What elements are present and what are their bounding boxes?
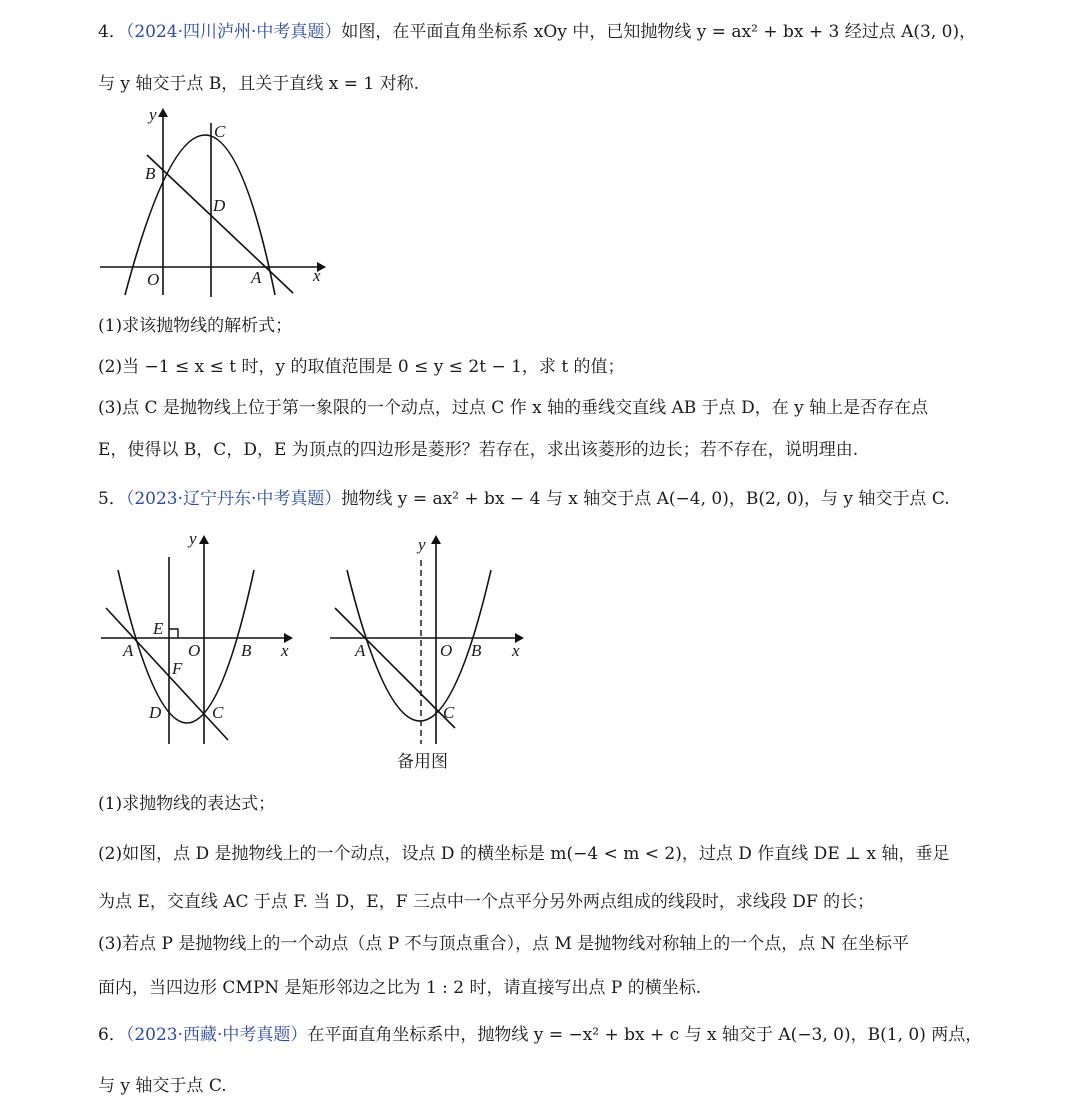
q4-label-b: B xyxy=(145,164,156,183)
q5f1-line-ac xyxy=(106,608,228,740)
q5f2-caption: 备用图 xyxy=(397,752,448,772)
q5f1-label-c: C xyxy=(212,703,224,722)
q5f2-label-x: x xyxy=(512,641,520,660)
q4-stem-line2: 与 y 轴交于点 B，且关于直线 x = 1 对称. xyxy=(98,74,419,94)
q5f2-label-c: C xyxy=(443,703,455,722)
q5f2-label-y: y xyxy=(418,535,426,554)
q5f1-label-e: E xyxy=(153,619,164,638)
q4-label-y: y xyxy=(149,105,157,124)
q5f1-label-b: B xyxy=(241,641,252,660)
q5-part3-line1: (3)若点 P 是抛物线上的一个动点（点 P 不与顶点重合），点 M 是抛物线对称轴上的一个点，点 N 在坐标平 xyxy=(98,934,909,954)
q5f1-label-a: A xyxy=(123,641,134,660)
q5-number: 5． xyxy=(98,489,126,509)
q5f2-label-a: A xyxy=(355,641,366,660)
q5f1-y-arrow xyxy=(199,535,209,544)
q4-part3-line2: E，使得以 B，C，D，E 为顶点的四边形是菱形？若存在，求出该菱形的边长；若不存在，说明理由. xyxy=(98,440,859,460)
q5f2-y-arrow xyxy=(431,535,441,544)
q4-figure xyxy=(95,105,335,300)
q6-header xyxy=(98,1023,982,1047)
q5f1-label-y: y xyxy=(189,532,197,548)
q4-source: （2024·四川泸州·中考真题） xyxy=(125,22,342,42)
q5f1-label-f: F xyxy=(172,659,183,678)
q6-stem-line1: 在平面直角坐标系中，抛物线 y = −x² + bx + c 与 x 轴交于 A(−3, 0)，B(1, 0) 两点， xyxy=(307,1025,983,1045)
q5-part2-line1: (2)如图，点 D 是抛物线上的一个动点，设点 D 的横坐标是 m(−4 < m < 2)，过点 D 作直线 DE ⊥ x 轴，垂足 xyxy=(98,844,950,864)
q5f2-label-o: O xyxy=(440,641,453,660)
q5f1-label-o: O xyxy=(188,641,201,660)
q4-number: 4． xyxy=(98,22,126,42)
q4-label-o: O xyxy=(147,270,160,289)
q5f2-line-ac xyxy=(335,608,455,728)
q4-label-d: D xyxy=(213,196,226,215)
q4-label-a: A xyxy=(251,268,262,287)
q5-part3-line2: 面内，当四边形 CMPN 是矩形邻边之比为 1 : 2 时，请直接写出点 P 的横坐标. xyxy=(98,978,702,998)
q5-part1: (1)求抛物线的表达式； xyxy=(98,794,276,814)
q5-stem-line1: 抛物线 y = ax² + bx − 4 与 x 轴交于点 A(−4, 0)，B(2, 0)，与 y 轴交于点 C. xyxy=(341,489,950,509)
q5-header xyxy=(98,487,950,511)
q5-part2-line2: 为点 E，交直线 AC 于点 F. 当 D，E，F 三点中一个点平分另外两点组成的线段时，求线段 DF 的长； xyxy=(98,892,875,912)
q6-stem-line2: 与 y 轴交于点 C. xyxy=(98,1076,227,1096)
q5-figure-main xyxy=(96,532,306,747)
q5f1-label-d: D xyxy=(149,703,162,722)
q4-stem-line1: 如图，在平面直角坐标系 xOy 中，已知抛物线 y = ax² + bx + 3 经过点 A(3, 0)， xyxy=(341,22,977,42)
q4-part2: (2)当 −1 ≤ x ≤ t 时，y 的取值范围是 0 ≤ y ≤ 2t − 1，求 t 的值； xyxy=(98,357,625,377)
q4-part1: (1)求该抛物线的解析式； xyxy=(98,316,293,336)
q4-part3-line1: (3)点 C 是抛物线上位于第一象限的一个动点，过点 C 作 x 轴的垂线交直线 AB 于点 D，在 y 轴上是否存在点 xyxy=(98,398,929,418)
q5-figure-backup xyxy=(325,532,540,777)
q5f2-parabola xyxy=(347,570,491,721)
q5-source: （2023·辽宁丹东·中考真题） xyxy=(125,489,342,509)
q4-label-x: x xyxy=(313,266,321,285)
q4-header xyxy=(98,20,976,44)
q4-label-c: C xyxy=(214,122,226,141)
q5f1-label-x: x xyxy=(281,641,289,660)
q5f1-parabola xyxy=(118,570,254,723)
q6-number: 6． xyxy=(98,1025,126,1045)
q4-line-ab xyxy=(147,155,293,293)
q4-y-arrow xyxy=(158,108,168,117)
q5f1-right-angle-mark xyxy=(169,629,178,638)
q5f2-label-b: B xyxy=(471,641,482,660)
q6-source: （2023·西藏·中考真题） xyxy=(125,1025,308,1045)
